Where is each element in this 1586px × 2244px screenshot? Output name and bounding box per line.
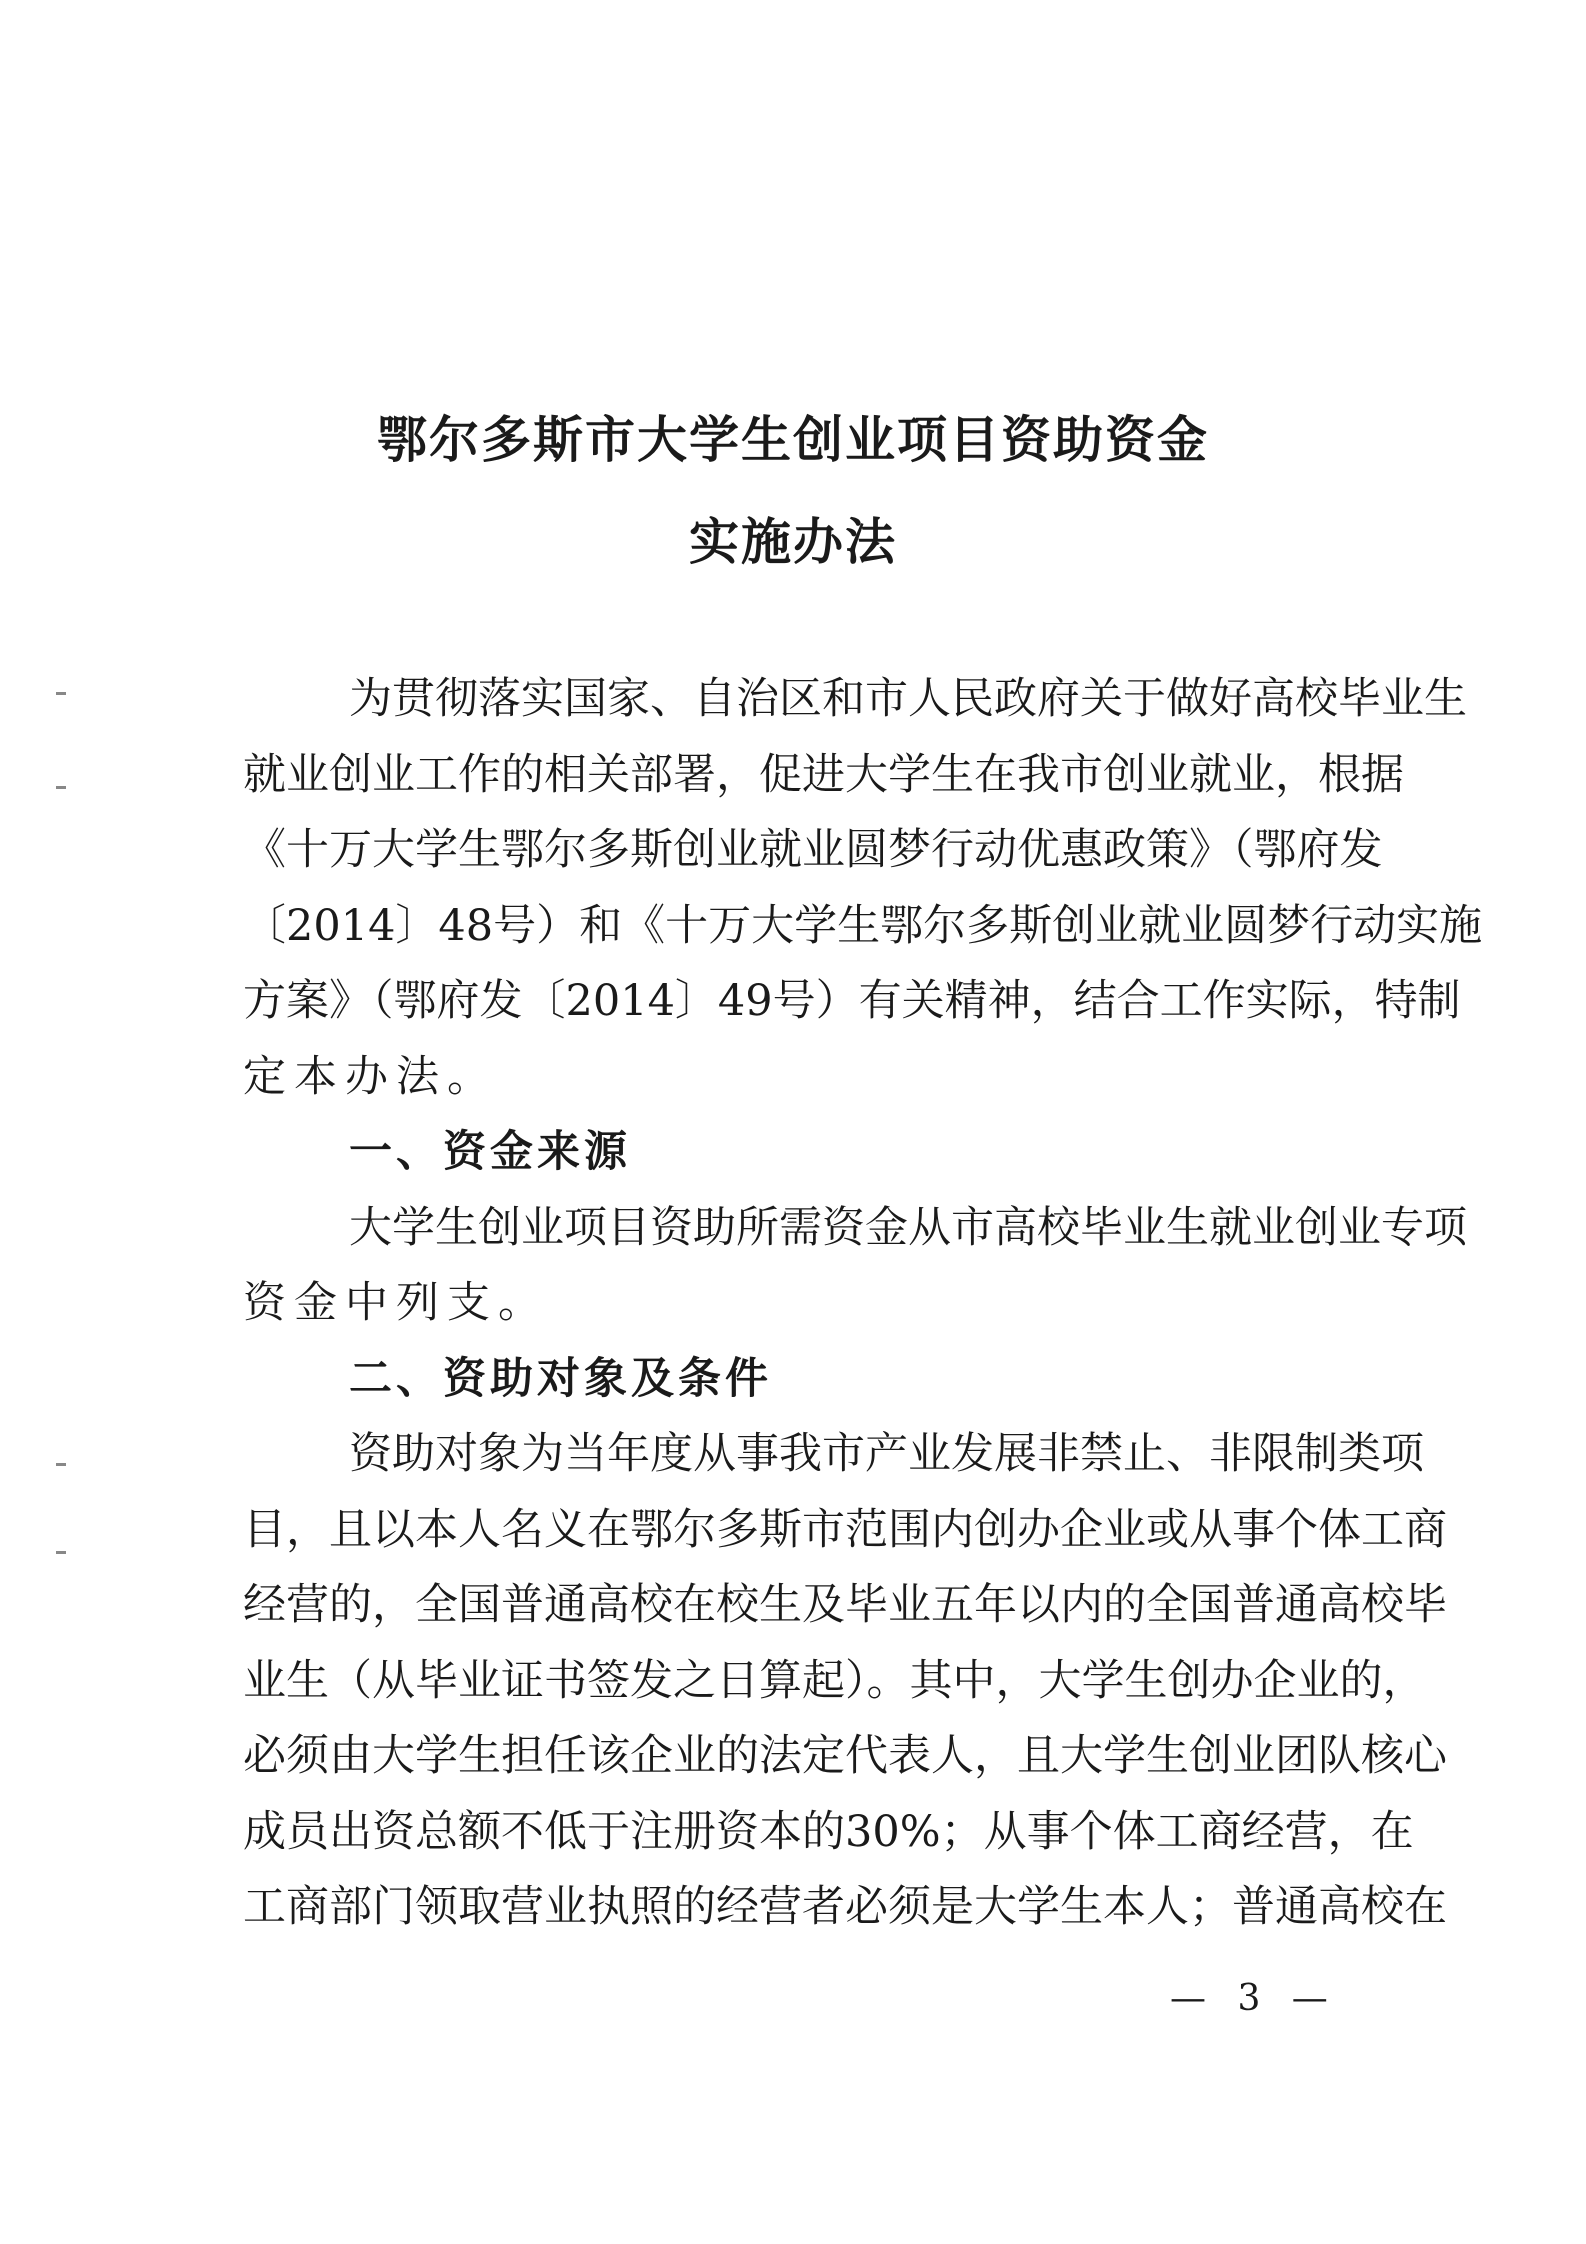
text-line: 〔2014〕48号）和《十万大学生鄂尔多斯创业就业圆梦行动实施	[243, 900, 1483, 951]
text-line: 成员出资总额不低于注册资本的30%；从事个体工商经营，在	[243, 1806, 1414, 1857]
scan-mark	[56, 692, 66, 695]
scan-mark	[56, 1551, 66, 1554]
text-line: 资助对象为当年度从事我市产业发展非禁止、非限制类项	[349, 1429, 1424, 1479]
text-line: 经营的，全国普通高校在校生及毕业五年以内的全国普通高校毕	[243, 1580, 1447, 1630]
document-title-line-2: 实施办法	[689, 512, 897, 571]
scan-mark	[56, 786, 66, 789]
page-number: — 3 —	[1170, 1978, 1338, 2019]
text-line: 为贯彻落实国家、自治区和市人民政府关于做好高校毕业生	[349, 674, 1467, 724]
section-heading: 二、资助对象及条件	[349, 1353, 772, 1404]
text-line: 就业创业工作的相关部署，促进大学生在我市创业就业，根据	[243, 749, 1404, 800]
document-title-line-1: 鄂尔多斯市大学生创业项目资助资金	[377, 410, 1209, 469]
scan-mark	[56, 1463, 66, 1466]
text-line: 业生（从毕业证书签发之日算起）。其中，大学生创办企业的，	[243, 1655, 1426, 1706]
text-line: 定本办法。	[243, 1051, 498, 1102]
document-body	[243, 662, 1483, 1946]
text-line: 资金中列支。	[243, 1278, 549, 1328]
text-line: 《十万大学生鄂尔多斯创业就业圆梦行动优惠政策》（鄂府发	[243, 825, 1383, 875]
text-line: 目，且以本人名义在鄂尔多斯市范围内创办企业或从事个体工商	[243, 1504, 1447, 1555]
text-line: 方案》（鄂府发〔2014〕49号）有关精神，结合工作实际，特制	[243, 976, 1461, 1026]
text-line: 工商部门领取营业执照的经营者必须是大学生本人；普通高校在	[243, 1882, 1447, 1932]
section-heading: 一、资金来源	[349, 1127, 631, 1177]
text-line: 大学生创业项目资助所需资金从市高校毕业生就业创业专项	[349, 1202, 1467, 1253]
text-line: 必须由大学生担任该企业的法定代表人，且大学生创业团队核心	[243, 1731, 1447, 1781]
